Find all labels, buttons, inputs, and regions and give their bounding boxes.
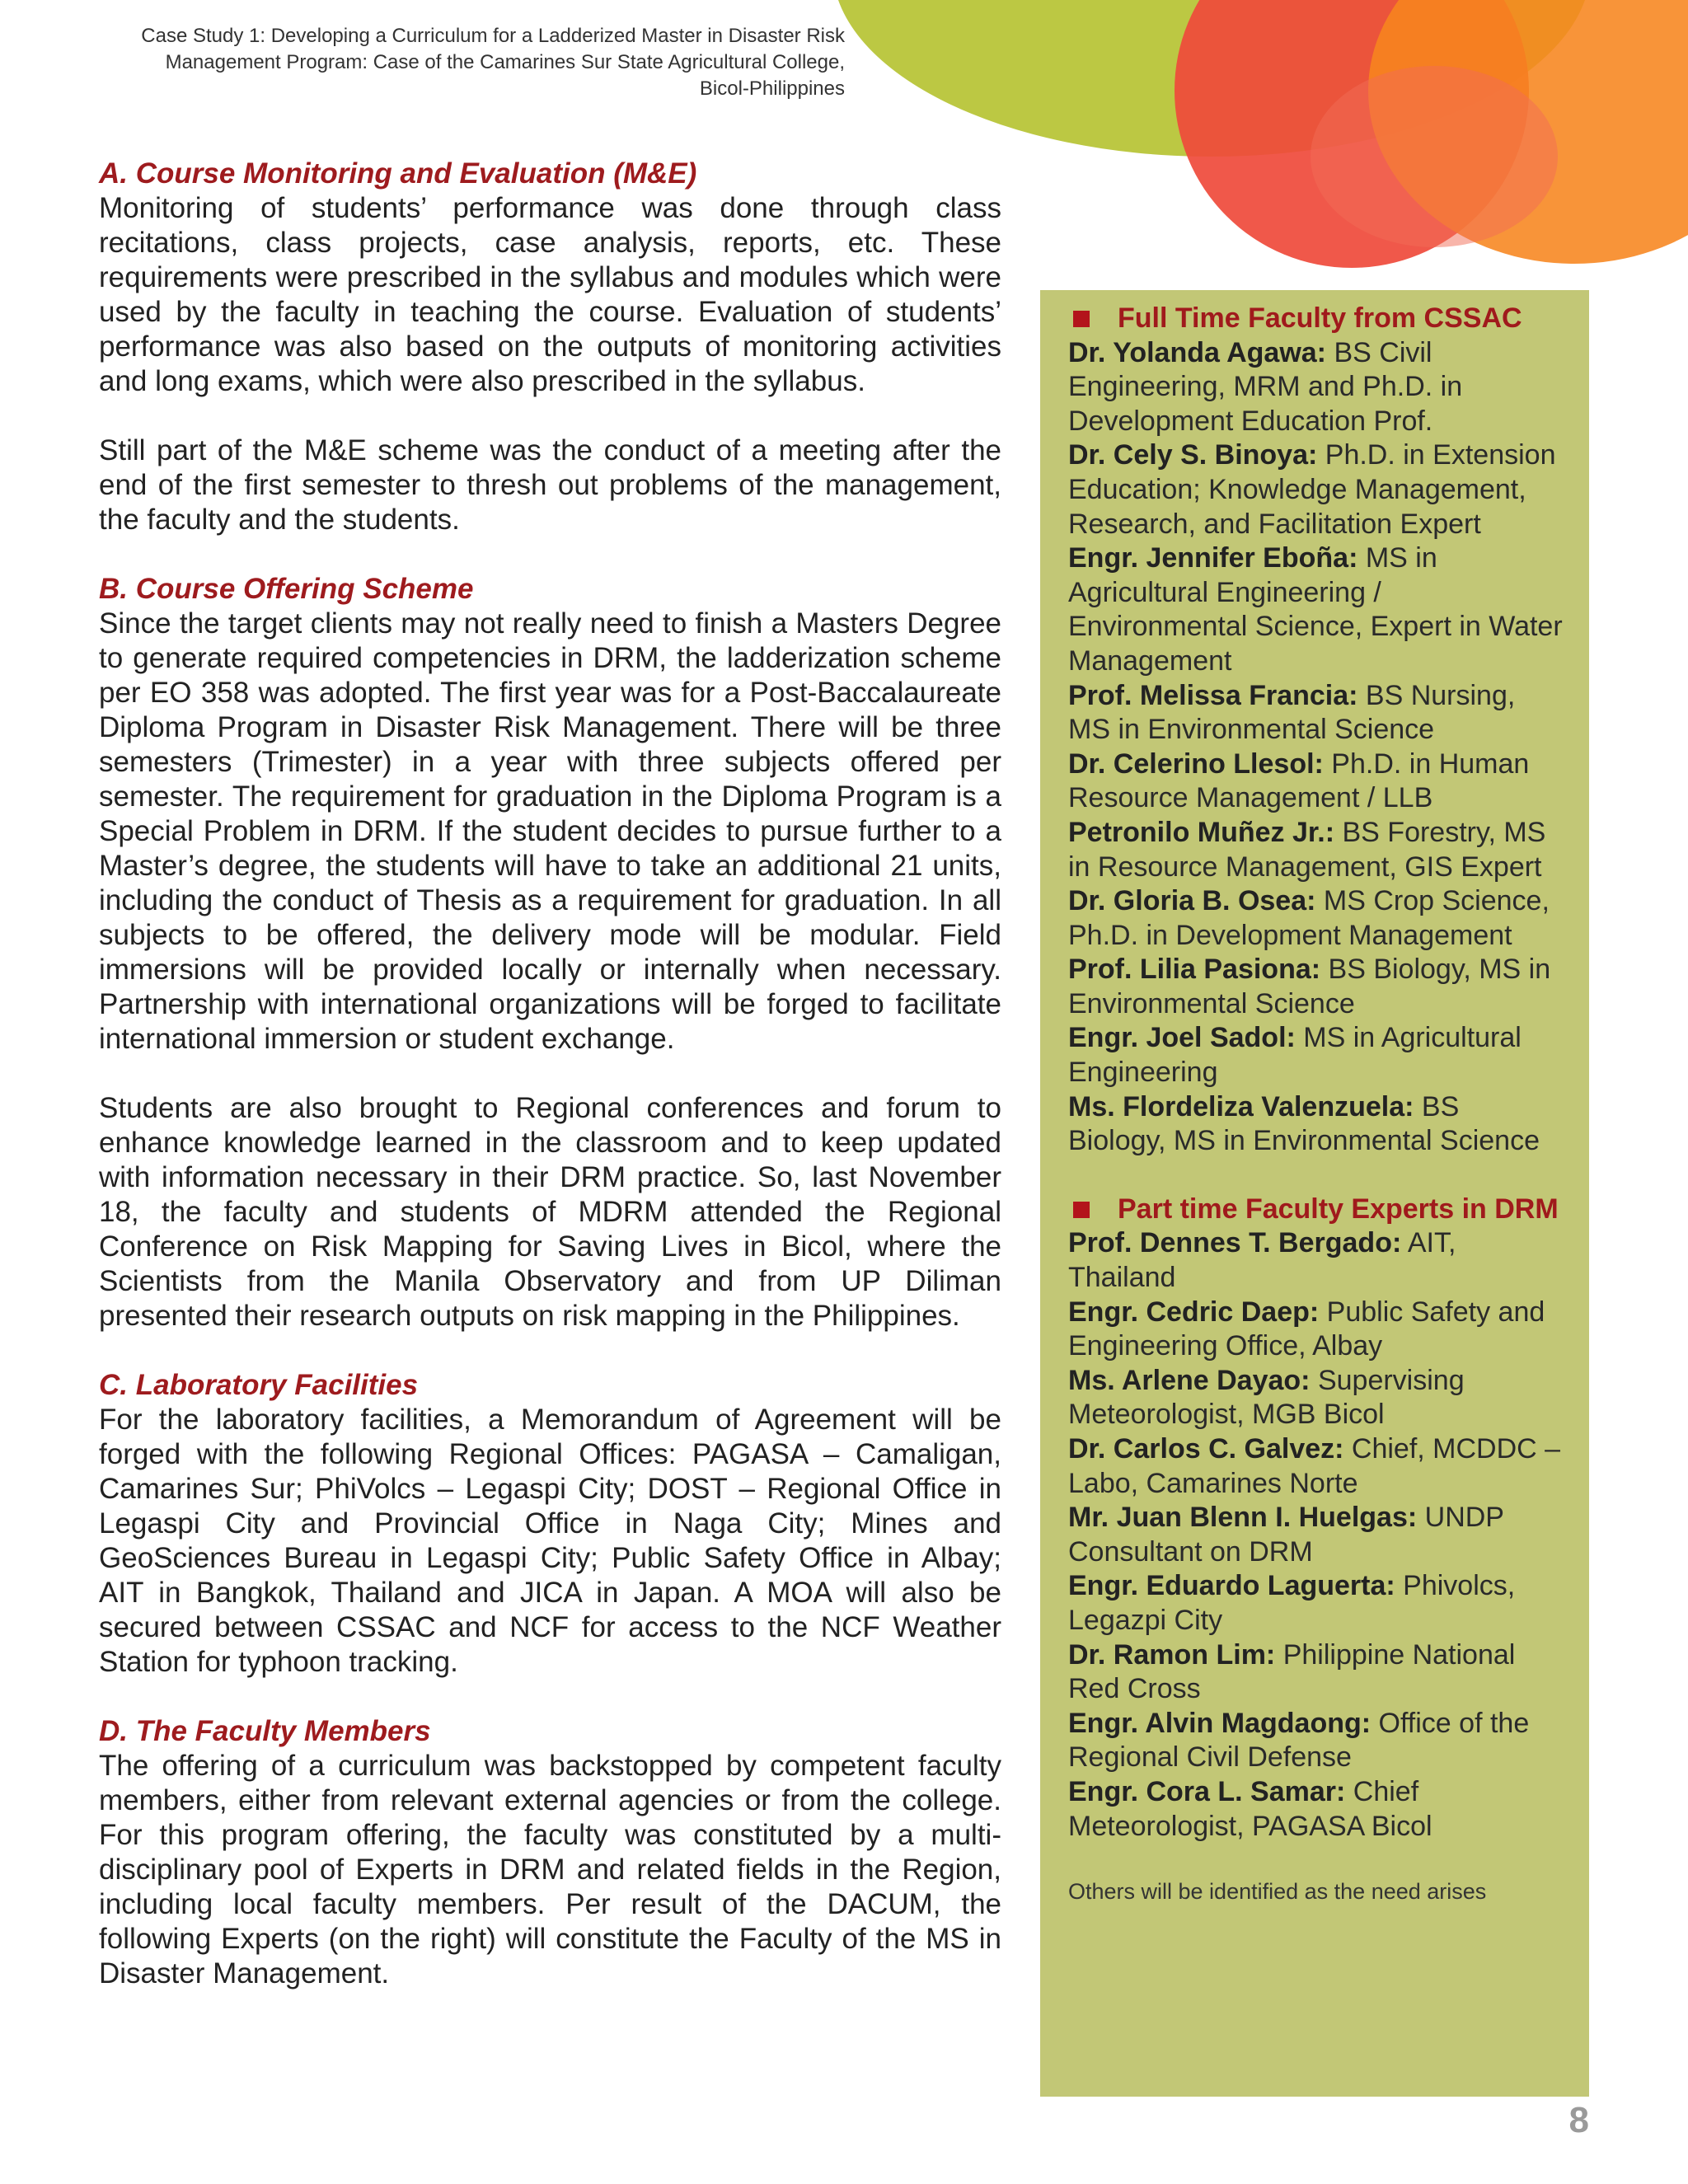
header-line: Bicol-Philippines bbox=[699, 77, 845, 100]
section-faculty bbox=[99, 1714, 1001, 1991]
faculty-member bbox=[1068, 953, 1564, 1021]
member-credentials: UNDP Consultant on DRM bbox=[1068, 1502, 1504, 1568]
faculty-member bbox=[1068, 1707, 1564, 1775]
member-credentials: BS Nursing, MS in Environmental Science bbox=[1068, 679, 1516, 746]
member-credentials: Philippine National Red Cross bbox=[1068, 1638, 1516, 1705]
member-name: Engr. Alvin Magdaong: bbox=[1068, 1707, 1372, 1739]
square-bullet-icon bbox=[1073, 311, 1090, 327]
member-name: Dr. Carlos C. Galvez: bbox=[1068, 1433, 1344, 1465]
section-heading: C. Laboratory Facilities bbox=[99, 1369, 419, 1401]
faculty-member bbox=[1068, 1775, 1564, 1844]
faculty-member bbox=[1068, 1021, 1564, 1090]
paragraph: Since the target clients may not really need to finish a Masters Degree to generate required competencies in DRM, the ladderization scheme per EO 358 was adopted. The first year was for a Post-Baccalaureate Diploma Program in Disaster Risk Management. There will be three semesters (Trimester) in a year with three subjects offered per semester. The requirement for graduation in the Diploma Program is a Special Problem in DRM. If the student decides to pursue further to a Master’s degree, the students will have to take an additional 21 units, including the conduct of Thesis as a requirement for graduation. In all subjects to be offered, the delivery mode will be modular. Field immersions will be provided locally or internally when necessary. Partnership with international organizations will be forged to facilitate international immersion or student exchange. bbox=[99, 607, 1001, 1055]
running-header bbox=[33, 23, 845, 102]
faculty-member bbox=[1068, 1569, 1564, 1638]
member-name: Engr. Jennifer Eboña: bbox=[1068, 542, 1358, 574]
member-list bbox=[1068, 1226, 1564, 1844]
member-name: Dr. Cely S. Binoya: bbox=[1068, 439, 1318, 471]
faculty-member bbox=[1068, 748, 1564, 816]
member-name: Dr. Yolanda Agawa: bbox=[1068, 336, 1327, 368]
faculty-member bbox=[1068, 1090, 1564, 1159]
faculty-member bbox=[1068, 541, 1564, 678]
member-name: Ms. Flordeliza Valenzuela: bbox=[1068, 1090, 1414, 1122]
faculty-member bbox=[1068, 884, 1564, 953]
faculty-member bbox=[1068, 1296, 1564, 1364]
member-name: Prof. Lilia Pasiona: bbox=[1068, 954, 1321, 986]
group-heading bbox=[1068, 1193, 1564, 1227]
member-credentials: MS in Agricultural Engineering / Environmental Science, Expert in Water Management bbox=[1068, 542, 1563, 677]
faculty-member bbox=[1068, 816, 1564, 884]
full-time-faculty-group bbox=[1068, 302, 1564, 1159]
faculty-member bbox=[1068, 1501, 1564, 1569]
faculty-member bbox=[1068, 438, 1564, 541]
paragraph: Students are also brought to Regional conferences and forum to enhance knowledge learned in the classroom and to keep updated with information necessary in their DRM practice. So, last November 18, the faculty and students of MDRM attended the Regional Conference on Risk Mapping for Saving Lives in Bicol, where the Scientists from the Manila Observatory and from UP Diliman presented their research outputs on risk mapping in the Philippines. bbox=[99, 1092, 1001, 1332]
paragraph: The offering of a curriculum was backstopped by competent faculty members, either from relevant external agencies or from the college. For this program offering, the faculty was constituted by a multi-disciplinary pool of Experts in DRM and related fields in the Region, including local faculty members. Per result of the DACUM, the following Experts (on the right) will constitute the Faculty of the MS in Disaster Management. bbox=[99, 1750, 1001, 1990]
section-laboratory bbox=[99, 1368, 1001, 1680]
group-title: Full Time Faculty from CSSAC bbox=[1118, 302, 1522, 334]
member-name: Dr. Gloria B. Osea: bbox=[1068, 885, 1316, 917]
member-name: Dr. Ramon Lim: bbox=[1068, 1638, 1276, 1671]
member-credentials: MS in Agricultural Engineering bbox=[1068, 1022, 1522, 1089]
member-credentials: Phivolcs, Legazpi City bbox=[1068, 1570, 1516, 1636]
section-heading: B. Course Offering Scheme bbox=[99, 573, 474, 605]
member-name: Prof. Melissa Francia: bbox=[1068, 679, 1358, 711]
paragraph: Monitoring of students’ performance was done through class recitations, class projects, case analysis, reports, etc. These requirements were prescribed in the syllabus and modules which were used by the faculty in teaching the course. Evaluation of students’ performance was also based on the outputs of monitoring activities and long exams, which were also prescribed in the syllabus. bbox=[99, 192, 1001, 397]
member-credentials: MS Crop Science, Ph.D. in Development Management bbox=[1068, 885, 1550, 951]
member-name: Mr. Juan Blenn I. Huelgas: bbox=[1068, 1502, 1418, 1534]
faculty-member bbox=[1068, 1638, 1564, 1707]
group-heading bbox=[1068, 302, 1564, 336]
paragraph: Still part of the M&E scheme was the conduct of a meeting after the end of the first semester to thresh out problems of the management, the faculty and the students. bbox=[99, 434, 1001, 536]
faculty-member bbox=[1068, 679, 1564, 748]
member-credentials: Chief Meteorologist, PAGASA Bicol bbox=[1068, 1775, 1432, 1842]
member-credentials: Office of the Regional Civil Defense bbox=[1068, 1707, 1530, 1774]
faculty-member bbox=[1068, 1364, 1564, 1432]
member-credentials: BS Forestry, MS in Resource Management, GIS Expert bbox=[1068, 816, 1546, 883]
member-name: Ms. Arlene Dayao: bbox=[1068, 1364, 1311, 1396]
member-name: Engr. Joel Sadol: bbox=[1068, 1022, 1296, 1054]
section-offering-scheme bbox=[99, 572, 1001, 1333]
member-credentials: Chief, MCDDC – Labo, Camarines Norte bbox=[1068, 1433, 1561, 1499]
square-bullet-icon bbox=[1073, 1202, 1090, 1218]
paragraph: For the laboratory facilities, a Memorandum of Agreement will be forged with the following Regional Offices: PAGASA – Camaligan, Camarines Sur; PhiVolcs – Legaspi City; DOST – Regional Office in Legaspi City and Provincial Office in Naga City; Mines and GeoSciences Bureau in Legaspi City; Public Safety Office in Albay; AIT in Bangkok, Thailand and JICA in Japan. A MOA will also be secured between CSSAC and NCF for access to the NCF Weather Station for typhoon tracking. bbox=[99, 1404, 1001, 1678]
member-name: Engr. Cora L. Samar: bbox=[1068, 1775, 1346, 1807]
faculty-member bbox=[1068, 336, 1564, 439]
main-column bbox=[99, 157, 1001, 2026]
group-title: Part time Faculty Experts in DRM bbox=[1118, 1193, 1559, 1225]
member-credentials: Ph.D. in Human Resource Management / LLB bbox=[1068, 748, 1530, 814]
section-heading: A. Course Monitoring and Evaluation (M&E) bbox=[99, 157, 697, 190]
member-name: Engr. Eduardo Laguerta: bbox=[1068, 1570, 1395, 1602]
member-name: Engr. Cedric Daep: bbox=[1068, 1296, 1320, 1328]
member-list bbox=[1068, 336, 1564, 1159]
member-credentials: BS Biology, MS in Environmental Science bbox=[1068, 954, 1551, 1019]
member-credentials: BS Biology, MS in Environmental Science bbox=[1068, 1090, 1540, 1157]
header-line: Case Study 1: Developing a Curriculum for a Ladderized Master in Disaster Risk bbox=[141, 25, 845, 47]
deco-pink-circle bbox=[1311, 66, 1558, 247]
section-heading: D. The Faculty Members bbox=[99, 1715, 431, 1747]
sidebar-note: Others will be identified as the need arises bbox=[1068, 1879, 1487, 1905]
faculty-member bbox=[1068, 1226, 1564, 1295]
member-name: Petronilo Muñez Jr.: bbox=[1068, 816, 1335, 848]
member-credentials: Public Safety and Engineering Office, Albay bbox=[1068, 1296, 1545, 1362]
faculty-member bbox=[1068, 1432, 1564, 1501]
member-credentials: Ph.D. in Extension Education; Knowledge Management, Research, and Facilitation Expert bbox=[1068, 439, 1556, 540]
member-credentials: Supervising Meteorologist, MGB Bicol bbox=[1068, 1364, 1465, 1431]
page-number: 8 bbox=[1568, 2100, 1589, 2140]
member-credentials: AIT, Thailand bbox=[1068, 1227, 1456, 1294]
section-monitoring bbox=[99, 157, 1001, 537]
part-time-faculty-group bbox=[1068, 1193, 1564, 1844]
member-name: Prof. Dennes T. Bergado: bbox=[1068, 1227, 1402, 1259]
member-credentials: BS Civil Engineering, MRM and Ph.D. in Development Education Prof. bbox=[1068, 336, 1463, 437]
header-line: Management Program: Case of the Camarines Sur State Agricultural College, bbox=[165, 51, 845, 73]
member-name: Dr. Celerino Llesol: bbox=[1068, 748, 1324, 780]
faculty-sidebar bbox=[1040, 290, 1589, 2097]
